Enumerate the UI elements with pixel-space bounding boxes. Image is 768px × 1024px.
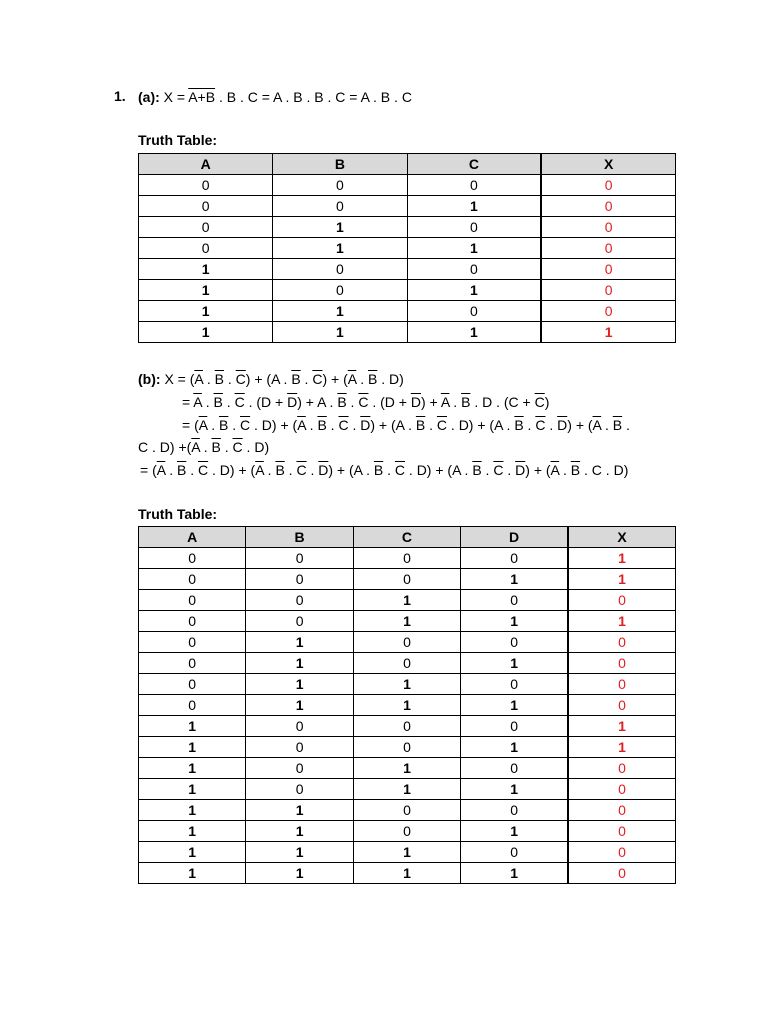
- input-cell: 1: [246, 695, 353, 716]
- input-cell: 0: [139, 569, 246, 590]
- negated-term: $\overline{B}$: [373, 462, 384, 478]
- input-cell: 1: [461, 611, 568, 632]
- input-cell: 0: [353, 569, 460, 590]
- negated-term: $\overline{C}$: [493, 462, 504, 478]
- part-b-formula-4: [138, 439, 269, 455]
- input-cell: 0: [246, 758, 353, 779]
- formula-text: . D): [377, 371, 404, 387]
- table-row: [139, 842, 676, 863]
- input-cell: 0: [273, 175, 407, 196]
- negated-term: $\overline{D}$: [360, 417, 371, 433]
- formula-text: .: [503, 462, 516, 478]
- formula-text: = (: [140, 462, 157, 478]
- column-header-x: X: [568, 527, 675, 548]
- input-cell: 0: [246, 548, 353, 569]
- formula-text: .: [523, 417, 536, 433]
- negated-term: $\overline{A}$: [592, 417, 602, 433]
- input-cell: 1: [246, 821, 353, 842]
- input-cell: 1: [273, 238, 407, 259]
- table-row: [139, 611, 676, 632]
- output-cell: 0: [541, 175, 675, 196]
- input-cell: 1: [246, 842, 353, 863]
- input-cell: 0: [139, 632, 246, 653]
- input-cell: 1: [461, 569, 568, 590]
- input-cell: 0: [246, 779, 353, 800]
- table-row: [139, 863, 676, 884]
- input-cell: 0: [353, 653, 460, 674]
- input-cell: 1: [139, 800, 246, 821]
- column-header-b: B: [246, 527, 353, 548]
- negated-term: $\overline{B}$: [612, 417, 623, 433]
- input-cell: 1: [273, 322, 407, 343]
- negated-term: $\overline{B}$: [570, 462, 581, 478]
- input-cell: 1: [461, 737, 568, 758]
- input-cell: 1: [353, 674, 460, 695]
- part-b-line-5: [140, 461, 628, 479]
- negated-term: $\overline{A}$: [255, 462, 264, 478]
- negated-term: $\overline{C}$: [235, 371, 246, 387]
- input-cell: 0: [246, 590, 353, 611]
- input-cell: 1: [353, 758, 460, 779]
- input-cell: 0: [246, 569, 353, 590]
- formula-text: X = (: [164, 371, 195, 387]
- input-cell: 1: [246, 653, 353, 674]
- formula-text: .: [300, 371, 313, 387]
- negated-term: $\overline{C}$: [338, 417, 349, 433]
- table-row: [139, 259, 676, 280]
- column-header-a: A: [139, 527, 246, 548]
- input-cell: 0: [407, 259, 541, 280]
- output-cell: 1: [568, 569, 675, 590]
- formula-text: . B . C = A . B . B . C = A . B . C: [215, 89, 412, 105]
- input-cell: 0: [139, 653, 246, 674]
- input-cell: 1: [461, 821, 568, 842]
- input-cell: 0: [139, 238, 273, 259]
- formula-text: .: [220, 439, 233, 455]
- negated-term: $\overline{A}$: [347, 371, 357, 387]
- formula-text: .: [263, 462, 276, 478]
- output-cell: 0: [568, 695, 675, 716]
- negated-term: $\overline{C}$: [234, 394, 245, 410]
- input-cell: 1: [353, 779, 460, 800]
- formula-text: ) + (A .: [370, 417, 416, 433]
- formula-text: .: [622, 417, 630, 433]
- part-b-formula-3: [182, 417, 630, 433]
- formula-text: ) + (A .: [328, 462, 374, 478]
- input-cell: 1: [407, 280, 541, 301]
- part-a-expression: [138, 88, 412, 106]
- negated-term: $\overline{C}$: [394, 462, 406, 478]
- part-b-line-3: [182, 416, 630, 434]
- output-cell: 0: [568, 758, 675, 779]
- formula-text: .: [545, 417, 558, 433]
- formula-text: .: [425, 417, 437, 433]
- negated-term: $\overline{B}$: [337, 394, 347, 410]
- formula-text: .: [284, 462, 297, 478]
- input-cell: 1: [139, 716, 246, 737]
- formula-text: . D) + (: [208, 462, 256, 478]
- column-header-b: B: [273, 154, 407, 175]
- formula-text: C . D) +(: [138, 439, 192, 455]
- input-cell: 0: [246, 737, 353, 758]
- negated-term: $\overline{B}$: [213, 394, 223, 410]
- table-row: [139, 280, 676, 301]
- input-cell: 0: [461, 842, 568, 863]
- input-cell: 0: [353, 737, 460, 758]
- negated-term: $\overline{C}$: [436, 417, 448, 433]
- formula-text: .: [326, 417, 339, 433]
- table-row: [139, 217, 676, 238]
- formula-text: .: [559, 462, 571, 478]
- truth-table-a: [138, 153, 676, 343]
- negated-term: $\overline{A}$: [440, 394, 450, 410]
- negated-term: $\overline{C}$: [535, 417, 546, 433]
- part-a-label: (a):: [138, 89, 160, 105]
- formula-text: .: [199, 439, 212, 455]
- input-cell: 0: [139, 175, 273, 196]
- input-cell: 0: [461, 716, 568, 737]
- input-cell: 1: [139, 779, 246, 800]
- negated-term: $\overline{B}$: [176, 462, 187, 478]
- input-cell: 0: [273, 196, 407, 217]
- input-cell: 0: [461, 674, 568, 695]
- input-cell: 1: [139, 842, 246, 863]
- formula-text: . D) + (A .: [447, 417, 515, 433]
- column-header-x: X: [541, 154, 675, 175]
- output-cell: 0: [568, 590, 675, 611]
- input-cell: 1: [461, 653, 568, 674]
- formula-text: ) + (: [525, 462, 551, 478]
- negated-term: $\overline{B}$: [367, 371, 378, 387]
- table-row: [139, 238, 676, 259]
- table-row: [139, 821, 676, 842]
- negated-term: A+B: [188, 89, 216, 105]
- input-cell: 1: [139, 301, 273, 322]
- input-cell: 0: [273, 259, 407, 280]
- formula-text: .: [481, 462, 494, 478]
- output-cell: 0: [568, 674, 675, 695]
- input-cell: 0: [407, 217, 541, 238]
- output-cell: 0: [568, 779, 675, 800]
- output-cell: 0: [541, 238, 675, 259]
- input-cell: 0: [246, 611, 353, 632]
- column-header-a: A: [139, 154, 273, 175]
- negated-term: $\overline{D}$: [557, 417, 568, 433]
- part-b-formula-2: [182, 394, 549, 410]
- input-cell: 1: [461, 863, 568, 884]
- formula-text: .: [346, 394, 359, 410]
- negated-term: $\overline{B}$: [211, 439, 221, 455]
- input-cell: 1: [407, 238, 541, 259]
- input-cell: 0: [461, 632, 568, 653]
- part-b-label: (b):: [138, 371, 161, 387]
- formula-text: . D . (C +: [470, 394, 535, 410]
- part-b-table-caption: Truth Table:: [138, 506, 218, 522]
- question-number: 1.: [114, 88, 126, 104]
- formula-text: ) +: [420, 394, 441, 410]
- input-cell: 0: [139, 674, 246, 695]
- negated-term: $\overline{C}$: [198, 462, 209, 478]
- input-cell: 1: [461, 695, 568, 716]
- formula-text: ) + (: [322, 371, 348, 387]
- table-row: [139, 800, 676, 821]
- formula-text: ) + (A .: [245, 371, 292, 387]
- negated-term: $\overline{B}$: [514, 417, 524, 433]
- table-row: [139, 674, 676, 695]
- negated-term: $\overline{A}$: [191, 439, 200, 455]
- table-row: [139, 758, 676, 779]
- formula-text: .: [201, 394, 214, 410]
- input-cell: 1: [246, 632, 353, 653]
- negated-term: $\overline{C}$: [358, 394, 369, 410]
- input-cell: 1: [139, 863, 246, 884]
- output-cell: 1: [541, 322, 675, 343]
- output-cell: 0: [568, 800, 675, 821]
- input-cell: 0: [273, 280, 407, 301]
- formula-text: .: [165, 462, 177, 478]
- formula-text: =: [182, 394, 194, 410]
- negated-term: $\overline{C}$: [240, 417, 251, 433]
- input-cell: 1: [139, 322, 273, 343]
- input-cell: 1: [139, 737, 246, 758]
- input-cell: 1: [139, 280, 273, 301]
- negated-term: $\overline{A}$: [550, 462, 560, 478]
- formula-text: . D) + (A .: [405, 462, 473, 478]
- table-row: [139, 175, 676, 196]
- input-cell: 0: [353, 632, 460, 653]
- input-cell: 0: [139, 611, 246, 632]
- negated-term: $\overline{B}$: [415, 417, 426, 433]
- output-cell: 1: [568, 548, 675, 569]
- table-row: [139, 322, 676, 343]
- negated-term: $\overline{D}$: [515, 462, 526, 478]
- input-cell: 0: [353, 716, 460, 737]
- formula-text: . (D +: [244, 394, 288, 410]
- formula-text: .: [186, 462, 198, 478]
- input-cell: 1: [273, 217, 407, 238]
- negated-term: $\overline{A}$: [194, 371, 203, 387]
- input-cell: 0: [246, 716, 353, 737]
- formula-text: .: [202, 371, 215, 387]
- table-row: [139, 716, 676, 737]
- output-cell: 0: [568, 653, 675, 674]
- formula-text: .: [207, 417, 219, 433]
- table-row: [139, 737, 676, 758]
- output-cell: 0: [568, 632, 675, 653]
- table-row: [139, 196, 676, 217]
- input-cell: 1: [273, 301, 407, 322]
- column-header-c: C: [353, 527, 460, 548]
- part-b-formula-5: [140, 462, 628, 478]
- part-b-formula-1: [164, 371, 403, 387]
- negated-term: $\overline{B}$: [214, 371, 224, 387]
- output-cell: 0: [541, 217, 675, 238]
- negated-term: $\overline{B}$: [461, 394, 471, 410]
- part-a-table-caption: Truth Table:: [138, 132, 218, 148]
- input-cell: 1: [407, 196, 541, 217]
- output-cell: 0: [568, 863, 675, 884]
- input-cell: 0: [353, 821, 460, 842]
- negated-term: $\overline{A}$: [193, 394, 202, 410]
- formula-text: .: [348, 417, 361, 433]
- negated-term: $\overline{C}$: [534, 394, 545, 410]
- formula-text: .: [383, 462, 395, 478]
- input-cell: 1: [353, 863, 460, 884]
- input-cell: 0: [139, 196, 273, 217]
- output-cell: 0: [541, 301, 675, 322]
- part-b-line-1: [138, 370, 404, 388]
- input-cell: 0: [139, 695, 246, 716]
- negated-term: $\overline{D}$: [318, 462, 329, 478]
- input-cell: 1: [461, 779, 568, 800]
- input-cell: 1: [353, 695, 460, 716]
- formula-text: .: [228, 417, 240, 433]
- output-cell: 0: [541, 280, 675, 301]
- column-header-d: D: [461, 527, 568, 548]
- input-cell: 1: [246, 800, 353, 821]
- column-header-c: C: [407, 154, 541, 175]
- formula-text: = (: [182, 417, 199, 433]
- input-cell: 0: [139, 217, 273, 238]
- table-row: [139, 695, 676, 716]
- part-b-line-2: [182, 393, 549, 411]
- formula-text: . (D +: [368, 394, 411, 410]
- input-cell: 1: [353, 842, 460, 863]
- input-cell: 1: [407, 322, 541, 343]
- negated-term: $\overline{B}$: [317, 417, 327, 433]
- output-cell: 1: [568, 737, 675, 758]
- output-cell: 1: [568, 611, 675, 632]
- input-cell: 1: [139, 259, 273, 280]
- formula-text: X =: [163, 89, 189, 105]
- input-cell: 0: [407, 175, 541, 196]
- input-cell: 0: [353, 548, 460, 569]
- table-row: [139, 653, 676, 674]
- negated-term: $\overline{A}$: [156, 462, 166, 478]
- table-row: [139, 569, 676, 590]
- output-cell: 0: [541, 196, 675, 217]
- negated-term: $\overline{B}$: [472, 462, 482, 478]
- formula-text: . D) + (: [250, 417, 298, 433]
- formula-text: . C . D): [580, 462, 629, 478]
- output-cell: 0: [568, 821, 675, 842]
- formula-text: .: [224, 371, 236, 387]
- table-row: [139, 779, 676, 800]
- formula-text: .: [305, 417, 318, 433]
- table-row: [139, 301, 676, 322]
- formula-text: .: [222, 394, 235, 410]
- negated-term: $\overline{B}$: [291, 371, 301, 387]
- input-cell: 1: [353, 590, 460, 611]
- output-cell: 1: [568, 716, 675, 737]
- input-cell: 0: [407, 301, 541, 322]
- input-cell: 1: [246, 674, 353, 695]
- input-cell: 0: [461, 548, 568, 569]
- input-cell: 1: [246, 863, 353, 884]
- negated-term: $\overline{C}$: [296, 462, 307, 478]
- negated-term: $\overline{A}$: [297, 417, 306, 433]
- input-cell: 0: [353, 800, 460, 821]
- table-row: [139, 548, 676, 569]
- input-cell: 0: [461, 800, 568, 821]
- input-cell: 1: [139, 758, 246, 779]
- formula-text: .: [306, 462, 319, 478]
- input-cell: 0: [461, 590, 568, 611]
- negated-term: $\overline{B}$: [218, 417, 229, 433]
- truth-table-b: [138, 526, 676, 884]
- negated-term: $\overline{D}$: [287, 394, 298, 410]
- negated-term: $\overline{C}$: [312, 371, 323, 387]
- negated-term: $\overline{B}$: [275, 462, 285, 478]
- table-row: [139, 632, 676, 653]
- output-cell: 0: [541, 259, 675, 280]
- input-cell: 0: [139, 590, 246, 611]
- formula-text: .: [356, 371, 368, 387]
- negated-term: $\overline{D}$: [410, 394, 421, 410]
- formula-text: ): [544, 394, 550, 410]
- formula-text: . D): [242, 439, 270, 455]
- input-cell: 1: [353, 611, 460, 632]
- negated-term: $\overline{A}$: [198, 417, 208, 433]
- part-b-line-4: [138, 438, 269, 456]
- formula-text: .: [601, 417, 613, 433]
- table-row: [139, 590, 676, 611]
- input-cell: 0: [461, 758, 568, 779]
- formula-text: ) + A .: [297, 394, 338, 410]
- input-cell: 0: [139, 548, 246, 569]
- formula-text: ) + (: [567, 417, 593, 433]
- part-a-formula: [164, 89, 412, 105]
- input-cell: 1: [139, 821, 246, 842]
- formula-text: .: [449, 394, 462, 410]
- output-cell: 0: [568, 842, 675, 863]
- negated-term: $\overline{C}$: [232, 439, 243, 455]
